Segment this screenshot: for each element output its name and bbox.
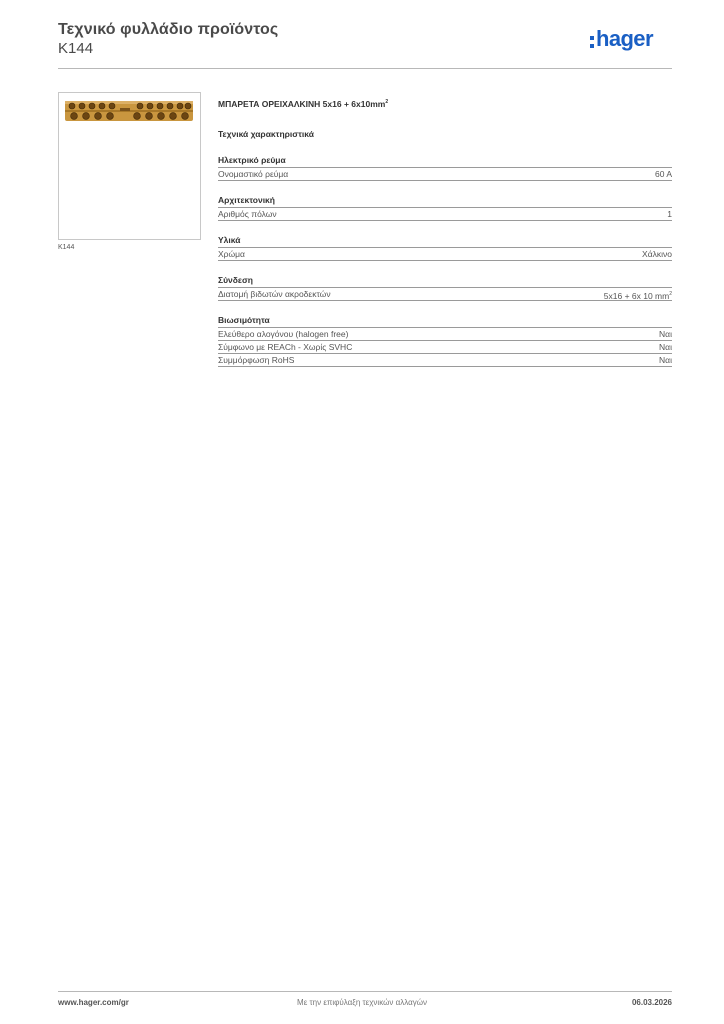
- spec-group: [218, 154, 672, 181]
- spec-label: Διατομή βιδωτών ακροδεκτών: [218, 289, 331, 299]
- spec-row: [218, 248, 672, 261]
- spec-label: Αριθμός πόλων: [218, 209, 277, 219]
- spec-group: [218, 274, 672, 301]
- spec-group-header: Ηλεκτρικό ρεύμα: [218, 154, 672, 168]
- spec-row: [218, 328, 672, 341]
- spec-value: [659, 341, 672, 353]
- footer-divider: [58, 991, 672, 992]
- spec-group-header: Σύνδεση: [218, 274, 672, 288]
- spec-group: [218, 314, 672, 367]
- spec-value-text: Ναι: [659, 355, 672, 365]
- spec-row: [218, 168, 672, 181]
- spec-group-header: Υλικά: [218, 234, 672, 248]
- spec-value-sup: 2: [669, 291, 672, 297]
- product-title: [218, 95, 672, 109]
- spec-value: [655, 168, 672, 180]
- spec-value-text: Χάλκινο: [642, 249, 672, 259]
- spec-groups: [218, 154, 672, 367]
- product-image-frame: [58, 92, 201, 240]
- spec-label: Σύμφωνο με REACh - Χωρίς SVHC: [218, 342, 353, 352]
- footer-website-link[interactable]: www.hager.com/gr: [58, 998, 129, 1007]
- spec-group: [218, 194, 672, 221]
- footer-notice: Με την επιφύλαξη τεχνικών αλλαγών: [297, 998, 427, 1007]
- spec-content: [218, 95, 672, 380]
- spec-value: [659, 328, 672, 340]
- spec-label: Ελεύθερο αλογόνου (halogen free): [218, 329, 349, 339]
- logo-text: hager: [596, 26, 653, 51]
- footer-date: 06.03.2026: [631, 998, 672, 1007]
- spec-group: [218, 234, 672, 261]
- spec-value-text: Ναι: [659, 329, 672, 339]
- logo-dots-icon: [590, 36, 594, 48]
- spec-value-text: Ναι: [659, 342, 672, 352]
- spec-label: Ονομαστικό ρεύμα: [218, 169, 289, 179]
- spec-group-header: Βιωσιμότητα: [218, 314, 672, 328]
- spec-row: [218, 354, 672, 367]
- spec-row: [218, 341, 672, 354]
- hager-logo: [590, 28, 653, 56]
- spec-value: [642, 248, 672, 260]
- product-title-text: ΜΠΑΡΕΤΑ ΟΡΕΙΧΑΛΚΙΝΗ 5x16 + 6x10mm: [218, 98, 386, 109]
- spec-value-text: 5x16 + 6x 10 mm: [603, 290, 670, 301]
- brass-busbar-image: [65, 100, 193, 122]
- spec-row: [218, 288, 672, 301]
- section-title: Τεχνικά χαρακτηριστικά: [218, 129, 314, 139]
- product-code: K144: [58, 40, 94, 57]
- spec-row: [218, 208, 672, 221]
- product-title-sup: 2: [385, 99, 389, 105]
- spec-value: [667, 208, 672, 220]
- spec-value: [659, 354, 672, 366]
- spec-value: [604, 288, 672, 300]
- spec-label: Χρώμα: [218, 249, 245, 259]
- spec-value-text: 60 A: [654, 169, 672, 179]
- spec-group-header: Αρχιτεκτονική: [218, 194, 672, 208]
- image-caption: K144: [58, 244, 75, 251]
- header-divider: [58, 68, 672, 69]
- spec-label: Συμμόρφωση RoHS: [218, 355, 295, 365]
- spec-value-text: 1: [667, 209, 672, 219]
- document-title: Τεχνικό φυλλάδιο προϊόντος: [58, 21, 279, 38]
